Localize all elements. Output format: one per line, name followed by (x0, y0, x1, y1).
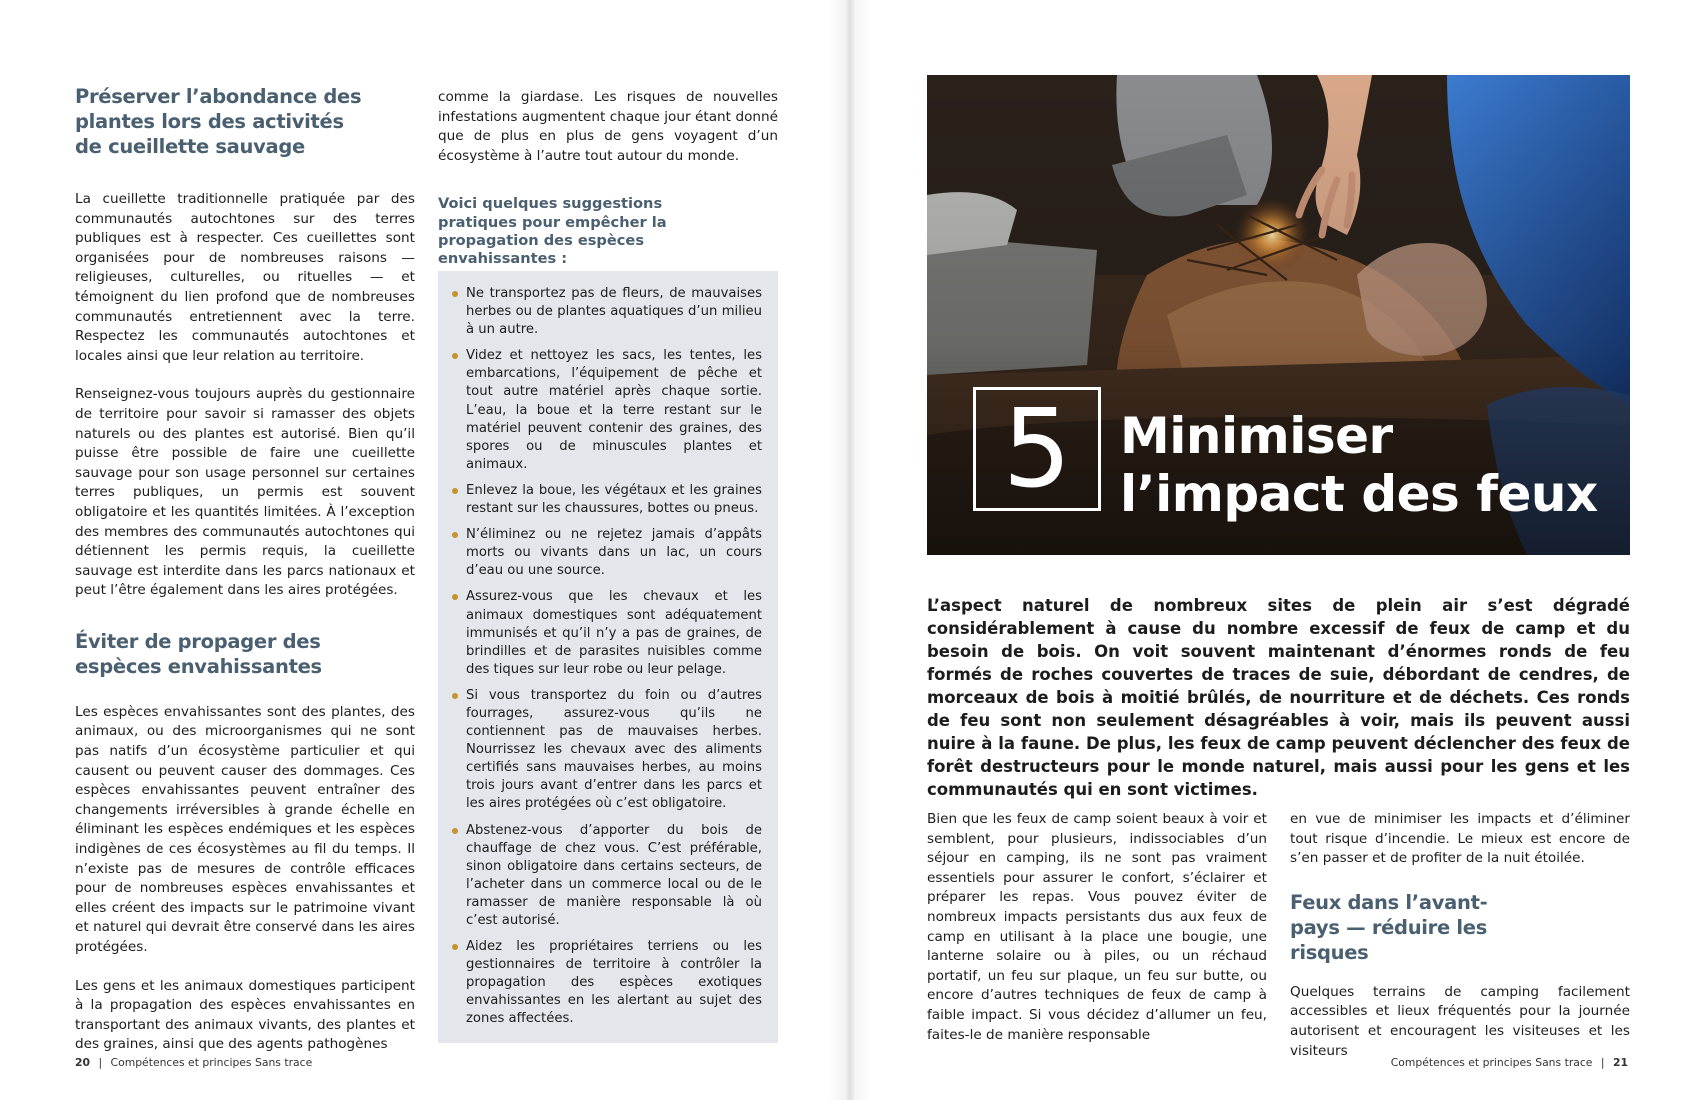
bullet-icon (452, 291, 458, 297)
tip-item: Assurez-vous que les chevaux et les animaux domestiques sont adéquatement immunisés et qu’il n’y a pas de graines, de brindilles et de parasites nuisibles comme des tiques sur leur robe ou leur pelage. (452, 588, 762, 678)
tip-item: Ne transportez pas de fleurs, de mauvaises herbes ou de plantes aquatiques d’un milieu à un autre. (452, 285, 762, 339)
left-column-1 (75, 84, 415, 1055)
book-gutter (828, 0, 872, 1100)
tips-list (452, 285, 762, 1029)
footer-separator: | (1600, 1056, 1605, 1069)
paragraph: Les gens et les animaux domestiques participent à la propagation des espèces envahissantes en transportant des animaux vivants, des plantes et des graines, ainsi que des agents pathogènes (75, 977, 415, 1053)
bullet-icon (452, 828, 458, 834)
tip-item: Abstenez-vous d’apporter du bois de chauffage de chez vous. C’est préférable, sinon obligatoire dans certains secteurs, de l’acheter dans un commerce local ou de le ramasser de manière responsable là où c’est autorisé. (452, 822, 762, 931)
footer-title: Compétences et principes Sans trace (110, 1056, 313, 1069)
chapter-number: 5 (1002, 387, 1072, 512)
section-heading-invasive-species: Éviter de propager des espèces envahissantes (75, 629, 322, 678)
bullet-icon (452, 944, 458, 950)
section-body-wild-harvest (75, 190, 415, 601)
bullet-icon (452, 594, 458, 600)
chapter-title-line: l’impact des feux (1120, 465, 1598, 523)
tips-heading: Voici quelques suggestions pratiques pour empêcher la propagation des espèces envahissantes : (438, 195, 667, 267)
bullet-icon (452, 693, 458, 699)
tip-item: N’éliminez ou ne rejetez jamais d’appâts morts ou vivants dans un lac, un cours d’eau ou une source. (452, 526, 762, 580)
page-number: 20 (75, 1056, 91, 1069)
bullet-icon (452, 532, 458, 538)
chapter-title (1120, 407, 1598, 523)
tip-item: Enlevez la boue, les végétaux et les graines restant sur les chaussures, bottes ou pneus. (452, 482, 762, 518)
section-heading-wild-harvest: Préserver l’abondance des plantes lors des activités de cueillette sauvage (75, 85, 362, 158)
bullet-icon (452, 488, 458, 494)
tip-item: Si vous transportez du foin ou d’autres fourrages, assurez-vous qu’ils ne contiennent pas de mauvaises herbes. Nourrissez les chevaux avec des aliments certifiés sans mauvaises herbes, au moins trois jours avant d’entrer dans les parcs et les aires protégées où c’est obligatoire. (452, 687, 762, 814)
subheading-frontcountry: Feux dans l’avant-pays — réduire les risques (1290, 890, 1488, 964)
chapter-number-box (973, 387, 1101, 511)
lead-paragraph: L’aspect naturel de nombreux sites de plein air s’est dégradé considérablement à cause du nombre excessif de feux de camp et du besoin de bois. On voit souvent maintenant d’énormes ronds de feu formés de roches couvertes de traces de suie, débordant de cendres, de morceaux de bois à moitié brûlés, de nourriture et de déchets. Ces ronds de feu sont non seulement désagréables à voir, mais ils peuvent aussi nuire à la faune. De plus, les feux de camp peuvent déclencher des feux de forêt destructeurs pour le monde naturel, mais aussi pour les gens et les communautés qui en sont victimes. (927, 596, 1630, 799)
paragraph: Les espèces envahissantes sont des plantes, des animaux, ou des microorganismes qui ne sont pas natifs d’un écosystème particulier et qui causent ou peuvent causer des dommages. Ces espèces envahissantes peuvent entraîner des changements irréversibles à grande échelle en éliminant les espèces endémiques et les espèces indigènes de ces écosystèmes au fil du temps. Il n’existe pas de mesures de contrôle efficaces pour de nombreuses espèces envahissantes et elles créent des impacts sur le patrimoine vivant et naturel qui devrait être conservé dans les aires protégées. (75, 703, 415, 955)
right-page (850, 0, 1700, 1100)
bullet-icon (452, 353, 458, 359)
paragraph: La cueillette traditionnelle pratiquée par des communautés autochtones sur des terres publiques est à respecter. Ces cueillettes sont organisées pour de nombreuses raisons — religieuses, culturelles, ou rituelles — et témoignent du lien profond que de nombreuses communautés entretiennent avec la terre. Respectez les communautés autochtones et locales ainsi que leur relation au territoire. (75, 191, 415, 364)
paragraph: Quelques terrains de camping facilement accessibles et lieux fréquentés pour la journée autorisent et encouragent les visiteuses et les visiteurs (1290, 983, 1630, 1059)
paragraph: Bien que les feux de camp soient beaux à voir et semblent, pour plusieurs, indissociables d’un séjour en camping, ils ne sont pas vraiment essentiels pour assurer le confort, s’éclairer et préparer les repas. Vous pouvez éviter de nombreux impacts persistants dus aux feux de camp en utilisant à la place une bougie, une lanterne solaire ou à piles, ou un réchaud portatif, un feu sur plaque, un feu sur butte, ou encore d’autres techniques de feux de camp à faible impact. Si vous décidez d’allumer un feu, faites-le de manière responsable (927, 811, 1267, 1043)
tip-item: Videz et nettoyez les sacs, les tentes, les embarcations, l’équipement de pêche et tout autre matériel après chaque sortie. L’eau, la boue et la terre restant sur le matériel peuvent contenir des graines, des spores ou de minuscules plantes et animaux. (452, 347, 762, 474)
section-body-invasive-species (75, 703, 415, 1055)
continued-paragraph: comme la giardase. Les risques de nouvelles infestations augmentent chaque jour étant donné que de plus en plus de gens voyagent d’un écosystème à l’autre tout autour du monde. (438, 89, 778, 164)
tip-item: Aidez les propriétaires terriens ou les gestionnaires de territoire à contrôler la propagation des espèces exotiques envahissantes en les alertant au sujet des zones affectées. (452, 938, 762, 1028)
right-column-2 (1290, 810, 1630, 1061)
footer-title: Compétences et principes Sans trace (1390, 1056, 1593, 1069)
right-footer (1391, 1056, 1628, 1069)
left-footer (75, 1056, 312, 1069)
footer-separator: | (98, 1056, 103, 1069)
right-column-1 (927, 810, 1267, 1045)
left-column-2 (438, 88, 778, 268)
paragraph: en vue de minimiser les impacts et d’éliminer tout risque d’incendie. Le mieux est encore de s’en passer et de profiter de la nuit étoilée. (1290, 811, 1630, 867)
campfire-photo (927, 75, 1630, 555)
page-number: 21 (1612, 1056, 1628, 1069)
chapter-title-line: Minimiser (1120, 407, 1393, 465)
tips-box (438, 271, 778, 1043)
paragraph: Renseignez-vous toujours auprès du gestionnaire de territoire pour savoir si ramasser des objets naturels ou des plantes est autorisé. Bien qu’il puisse être possible de faire une cueillette sauvage pour son usage personnel sur certaines terres publiques, un permis est souvent obligatoire et les quantités limitées. À l’exception des membres des communautés autochtones qui détiennent les permis requis, la cueillette sauvage est interdite dans les parcs nationaux et peut l’être également dans les aires protégées. (75, 386, 415, 599)
